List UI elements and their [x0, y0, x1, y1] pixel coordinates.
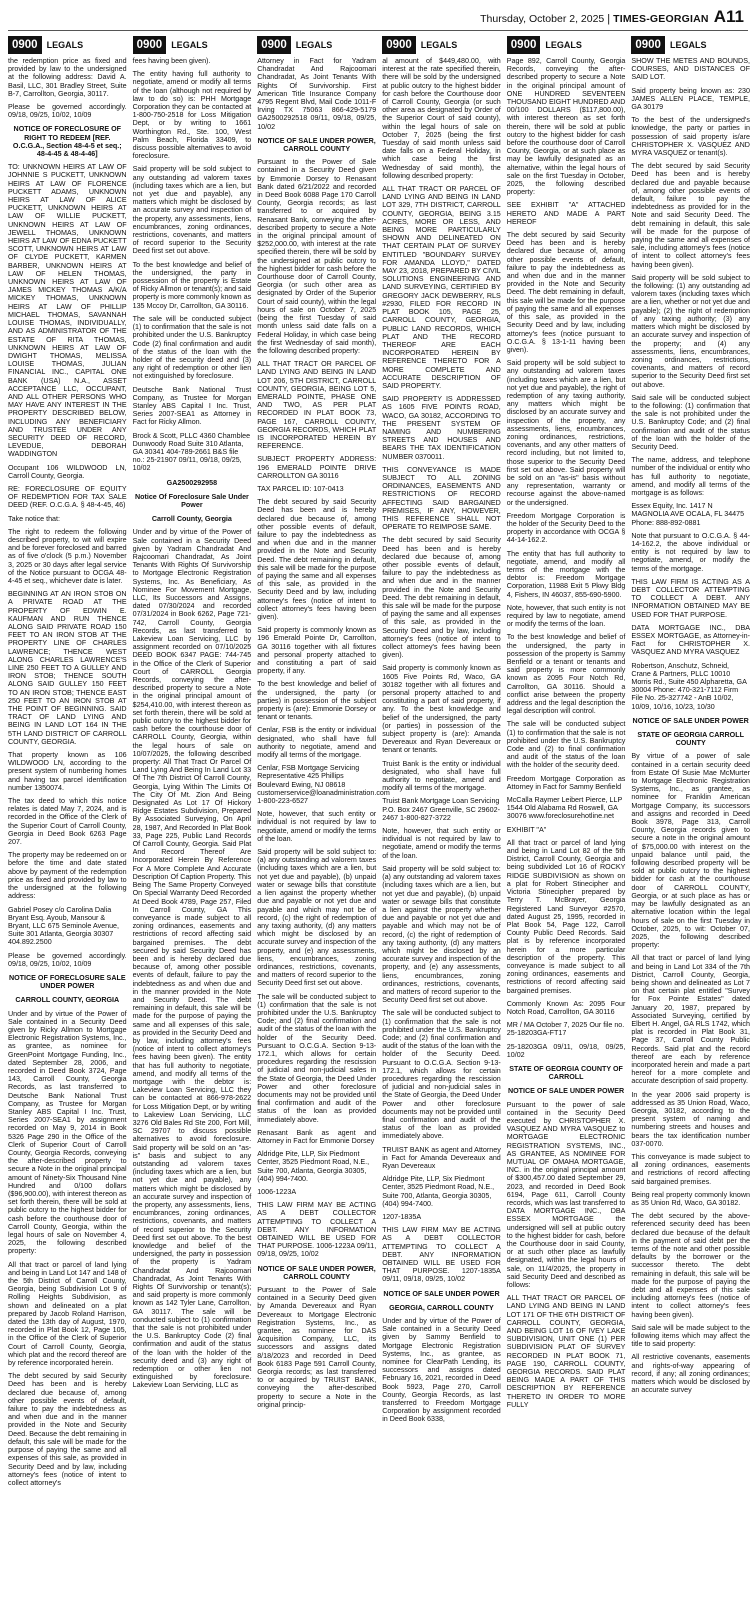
notice-heading: NOTICE OF FORECLOSURE OF RIGHT TO REDEEM [REF. O.C.G.A., Section 48-4-5 et seq.; 48-4-45 & 48-4-46]: [12, 125, 122, 159]
section-code: 0900: [133, 36, 167, 54]
notice-paragraph: Said property is commonly known as 196 Emerald Pointe Dr, Carrollton, GA 30116 together with all fixtures and personal property attached to and constituting a part of said property, if any.: [257, 626, 377, 676]
notice-heading: NOTICE OF SALE UNDER POWER, CARROLL COUNTY: [257, 136, 376, 154]
notice-paragraph: Being real property commonly known as 35 Union Rd, Waco, GA 30182.: [631, 1190, 750, 1207]
notice-heading: GEORGIA, CARROLL COUNTY: [389, 1303, 494, 1312]
notice-paragraph: The debt secured by said Security Deed has been and is hereby declared due because of, among other possible events of default, failure to pay the indebtedness as and when due and in the manner provided in the Note and Security Deed. Because the debt remaining in default, this sale will be made for the purpose of paying the same and all expenses of this sale, as provided in Security Deed and by law, including attorney's fees (notice of intent to collect attorney's: [8, 1372, 127, 1487]
notice-paragraph: Cenlar, FSB Mortgage Servicing Representative 425 Phillips Boulevard Ewing, NJ 08618 customerservice@loanadministration.com 1-800-223-6527: [257, 764, 390, 806]
notice-paragraph: 1207-1835A: [382, 1213, 422, 1222]
notice-paragraph: This conveyance is made subject to all zoning ordinances, easements and restrictions of record affecting said bargained premises.: [631, 1152, 750, 1186]
notice-paragraph: TAX PARCEL ID: 107-0413: [257, 484, 344, 493]
section-code: 0900: [382, 36, 416, 54]
notice-text: [507, 57, 626, 1409]
notice-paragraph: All that tract or parcel of land lying and being in Land Lot 147 and 148 of the 5th District of Carroll County, Georgia, being Subdivision Lot 9 of Rolling Heights Subdivision, as shown and delineated on a plat prepared by Jacob Roland Harrison, dated the 13th day of August, 1970, recorded in Plat Book 12, Page 105, in the Office of the Clerk of Superior Court of Carroll County, Georgia, which plat and the record thereof are by reference incorporated herein.: [8, 1260, 127, 1368]
section-label: LEGALS: [171, 40, 208, 50]
header-rule: [8, 30, 748, 31]
notice-paragraph: The property may be redeemed on or before the time and date stated above by payment of the redemption price as fixed and provided by law to the undersigned at the following address:: [8, 851, 127, 901]
notice-paragraph: Said property is commonly known as 1605 Five Points Rd, Waco, GA 30182 together with all fixtures and personal property attached to and constituting a part of said property, if any. To the best knowledge and belief of the undersigned, the party (or parties) in possession of the subject property is (are): Amanda Devereaux and Ryan Devereaux or tenant or tenants.: [382, 664, 501, 755]
notice-text: [631, 57, 750, 1394]
notice-paragraph: In the year 2006 said property is addressed as 35 Union Road, Waco, Georgia, 30182, according to the present system of naming and numbering streets and houses and bears the tax identification number 037-0070.: [631, 1090, 750, 1148]
notice-heading: NOTICE OF SALE UNDER POWER: [383, 1289, 500, 1298]
notice-paragraph: Said property will be sold subject to any outstanding ad valorem taxes (including taxes which are a lien, but not yet due and payable), any matters which might be disclosed by an accurate survey and inspection of the property, any assessments, liens, encumbrances, zoning ordinances, restrictions, covenants, and matters of record superior to the Security Deed first set out above.: [132, 165, 252, 256]
notice-paragraph: TRUIST BANK as agent and Attorney in Fact for Amanda Devereaux and Ryan Devereaux: [382, 1145, 501, 1170]
notice-heading: Carroll County, Georgia: [151, 515, 232, 524]
notice-paragraph: To the best knowledge and belief of the undersigned, the party in possession of the property is Sammy Benfield or a tenant or tenants and said property is more commonly known as 2095 Four Notch Rd, Carrollton, GA 30116. Should a conflict arise between the property address and the legal description the legal description will control.: [506, 633, 626, 716]
notice-heading: NOTICE OF SALE UNDER POWER: [632, 716, 749, 725]
notice-paragraph: Renasant Bank as agent and Attorney in Fact for Emmonie Dorsey: [257, 1128, 377, 1145]
notice-paragraph: Commonly Known As: 2095 Four Notch Road, Carrollton, GA 30116: [506, 999, 626, 1016]
notice-paragraph: The debt secured by the above-referenced security deed has been declared due because of the default in the payment of said debt per the terms of the note and other possible defaults by the borrower or the successor thereto. The debt remaining in default, this sale will be made for the purpose of paying the debt and all expenses of this sale including attorney's fees (notice of intent to collect attorney's fees having been given).: [631, 1212, 750, 1319]
notice-paragraph: Said sale will be conducted subject to the following: (1) confirmation that the sale is not prohibited under the U.S. Bankruptcy Code; and (2) final confirmation and audit of the status of the loan with the holder of the Security Deed.: [631, 393, 750, 451]
notice-paragraph: Please be governed accordingly. 09/18, 09/25, 10/02, 10/09: [8, 103, 127, 120]
legal-notice-columns: [8, 36, 750, 1589]
notice-paragraph: THIS LAW FIRM MAY BE ACTING AS A DEBT COLLECTOR ATTEMPTING TO COLLECT A DEBT. ANY INFORMATION OBTAINED WILL BE USED FOR THAT PURPOSE. 1207-1835A 09/11, 09/18, 09/25, 10/02: [382, 1226, 501, 1284]
notice-paragraph: The sale will be conducted subject to (1) confirmation that the sale is not prohibited under the U.S. Bankruptcy Code; and (2) final confirmation and audit of the status of the loan with the holder of the Security Deed. Pursuant to O.C.G.A. Section 9-13-172.1, which allows for certain procedures regarding the rescission of judicial and non-judicial sales in the State of Georgia, the Deed Under Power and other foreclosure documents may not be provided until final confirmation and audit of the status of the loan as provided immediately above.: [257, 992, 377, 1124]
notice-paragraph: McCalla Raymer Leibert Pierce, LLP 1544 Old Alabama Rd Roswell, GA 30076 www.foreclosurehotline.net: [506, 796, 623, 821]
section-label: LEGALS: [46, 40, 84, 50]
notice-text: [257, 57, 390, 1409]
column-4: [382, 36, 501, 1589]
notice-paragraph: Note, however, that such entity is not required by law to negotiate, amend or modify the terms of the loan.: [506, 603, 626, 629]
notice-paragraph: That property known as 106 WILDWOOD LN, according to the present system of numbering homes and having tax parcel identification number 1350074.: [8, 751, 127, 792]
notice-text: [382, 57, 501, 1424]
notice-paragraph: The sale will be conducted subject (1) to confirmation that the sale is not prohibited under the U.S. Bankruptcy Code (2) final confirmation and audit of the status of the loan with the holder of the security deed and (3) any right of redemption or other lien not extinguished by foreclosure.: [132, 314, 252, 381]
notice-paragraph: al amount of $449,480.00, with interest at the rate specified therein, there will be sold by the undersigned at public outcry to the highest bidder for cash before the Courthouse door of Carroll County, Georgia (or such other area as designated by Order of the Superior Court of said county), within the legal hours of sale on October 7, 2025 (being the first Tuesday of said month unless said date falls on a Federal Holiday, in which case being the first Wednesday of said month), the following described property:: [382, 57, 501, 180]
notice-paragraph: Said property will be sold subject to: (a) any outstanding ad valorem taxes (including taxes which are a lien, but not yet due and payable), (b) unpaid water or sewage bills that constitute a lien against the property whether due and payable or not yet due and payable and which may not be of record, (c) the right of redemption of any taxing authority, (d) any matters which might be disclosed by an accurate survey and inspection of the property, and (e) any assessments, liens, encumbrances, zoning ordinances, restrictions, covenants, and matters of record superior to the Security Deed first set out above.: [257, 848, 377, 988]
notice-paragraph: Gabriel Posey c/o Carolina Dalia Bryant Esq. Ayoub, Mansour & Bryant, LLC 675 Seminole Avenue, Suite 301 Atlanta, Georgia 30307 404.892.2500: [8, 905, 120, 947]
notice-text: [8, 57, 127, 1487]
notice-paragraph: Brock & Scott, PLLC 4360 Chamblee Dunwoody Road Suite 310 Atlanta, GA 30341 404-789-2661 B&S file no.: 25-21907 09/11, 09/18, 09/25, 10/02: [132, 431, 251, 473]
section-tag: [631, 36, 750, 54]
notice-paragraph: Under and by virtue of the Power of Sale contained in a Security Deed given by Sammy Benfield to Mortgage Electronic Registration Systems, Inc., as grantee, as nominee for ClearPath Lending, its successors and assigns dated February 16, 2021, recorded in Deed Book 5923, Page 270, Carroll County, Georgia Records, as last transferred to Freedom Mortgage Corporation by assignment recorded in Deed Book 6338,: [382, 1317, 501, 1424]
notice-heading: Notice Of Foreclosure Sale Under Power: [134, 492, 249, 509]
notice-paragraph: The sale will be conducted subject (1) to confirmation that the sale is not prohibited under the U.S. Bankruptcy Code and (2) to final confirmation and audit of the status of the loan with the holder of the security deed.: [506, 720, 626, 770]
notice-paragraph: Aldridge Pite, LLP, Six Piedmont Center, 3525 Piedmont Road, N.E., Suite 700, Atlanta, Georgia 30305, (404) 994-7400.: [382, 1175, 495, 1208]
notice-paragraph: TO: UNKNOWN HEIRS AT LAW OF JOHNNIE S PUCKETT, UNKNOWN HEIRS AT LAW OF FLORENCE PUCKETT ADAMS, UNKNOWN HEIRS AT LAW OF ALICE PUCKETT, UNKNOWN HEIRS AT LAW OF WILLIE PUCKETT, UNKNOWN HEIRS AT LAW OF JEWELL THOMAS, UNKNOWN HEIRS AT LAW OF EDNA PUCKETT SCOTT, UNKNOWN HEIRS AT LAW OF CLYDE PUCKETT, KARMEN BARBER, UNKNOWN HEIRS AT LAW OF HELEN THOMAS, UNKNOWN HEIRS AT LAW OF JAMES MICKEY THOMAS A/K/A MICKEY THOMAS, UNKNOWN HEIRS AT LAW OF PHILLIP MICHAEL THOMAS, SAVANNAH LOUISE THOMAS, INDIVIDUALLY, AND AS ADMINISTRATOR OF THE ESTATE OF RITA THOMAS, UNKNOWN HEIRS AT LAW OF DWIGHT THOMAS, MELISSA LOUISE THOMAS, JULIAN FINANCIAL INC., CAPITAL ONE BANK (USA) N.A., ASSET ACCEPTANCE LLC, OCCUPANT, AND ALL OTHER PERSONS WHO MAY HAVE ANY INTEREST IN THE PROPERTY DESCRIBED BELOW, INCLUDING ANY BENEFICIARY AND TRUSTEE UNDER ANY SECURITY DEED OF RECORD, LEVEDUE, DEBORAH WADDINGTON: [8, 163, 127, 459]
section-code: 0900: [507, 36, 541, 54]
notice-paragraph: All restrictive covenants, easements and rights-of-way appearing of record, if any; all zoning ordinances; matters which would be disclosed by an accurate survey: [631, 1353, 750, 1395]
notice-heading: GA2500292958: [166, 478, 218, 487]
notice-paragraph: Take notice that:: [8, 514, 60, 523]
notice-paragraph: Essex Equity, Inc. 1417 N MAGNOLIA AVE OCALA, FL 34475 Phone: 888-892-0881: [631, 502, 745, 527]
column-5: [507, 36, 626, 1589]
notice-paragraph: Freedom Mortgage Corporation as Attorney in Fact for Sammy Benfield: [506, 774, 626, 791]
notice-paragraph: SEE EXHIBIT "A" ATTACHED HERETO AND MADE A PART HEREOF: [506, 201, 626, 226]
notice-paragraph: The debt secured by said Security Deed has been and is hereby declared due and payable because of, among other possible events of default, failure to pay the indebtedness as provided for in the Note and said Security Deed. The debt remaining in default, this sale will be made for the purpose of paying the same and all expenses of sale, including attorney's fees (notice of intent to collect attorney's fees having been given).: [631, 162, 750, 269]
notice-paragraph: The entity that has full authority to negotiate, amend, and modify all terms of the mortgage with the debtor is: Freedom Mortgage Corporation, 11988 Exit 5 Pkwy Bldg 4, Fishers, IN 46037, 855-690-5900.: [506, 549, 626, 599]
section-code: 0900: [8, 36, 42, 54]
notice-heading: NOTICE OF SALE UNDER POWER: [507, 1087, 625, 1096]
notice-paragraph: SUBJECT PROPERTY ADDRESS: 196 EMERALD POINTE DRIVE CARROLLTON GA 30116: [257, 455, 377, 480]
notice-paragraph: To the best knowledge and belief of the undersigned, the party in possession of the property is Estate of Ricky Allmon or tenant(s); and said property is more commonly known as 135 Mccoy Dr, Carrollton, GA 30116.: [132, 260, 252, 310]
column-6: [631, 36, 750, 1589]
section-label: LEGALS: [420, 40, 458, 50]
notice-paragraph: Please be governed accordingly. 09/18, 09/25, 10/02, 10/09: [8, 951, 127, 968]
notice-paragraph: To the best of the undersigned's knowledge, the party or parties in possession of said property is/are CHRISTOPHER X. VASQUEZ AND MYRA VASQUEZ or tenant(s).: [631, 116, 750, 158]
notice-heading: STATE OF GEORGIA CARROLL COUNTY: [637, 731, 744, 748]
notice-paragraph: Pursuant to the Power of Sale contained in a Security Deed given by Amanda Devereaux and Ryan Devereaux to Mortgage Electronic Registration Systems, Inc., as grantee, as nominee for DAS Acquisition Company, LLC, its successors and assigns dated 8/18/2023 and recorded in Deed Book 6183 Page 591 Carroll County, Georgia records; as last transferred to or acquired by TRUIST BANK, conveying the after-described property to secure a Note in the original princip-: [257, 1286, 377, 1409]
notice-heading: STATE OF GEORGIA COUNTY OF CARROLL: [509, 1064, 623, 1082]
folio-separator: |: [607, 13, 611, 25]
notice-paragraph: Aldridge Pite, LLP, Six Piedmont Center, 3525 Piedmont Road, N.E., Suite 700, Atlanta, Georgia 30305, (404) 994-7400.: [257, 1150, 370, 1183]
notice-paragraph: ALL THAT TRACT OR PARCEL OF LAND LYING AND BEING IN LAND LOT 206, 5TH DISTRICT, CARROLL COUNTY, GEORGIA, BEING LOT 5, EMERALD POINTE, PHASE ONE AND TWO, AS PER PLAT RECORDED IN PLAT BOOK 73, PAGE 167, CARROLL COUNTY, GEORGIA RECORDS, WHICH PLAT IS INCORPORATED HEREIN BY REFERENCE.: [257, 360, 377, 451]
notice-paragraph: Said property being known as: 230 JAMES ALLEN PLACE, TEMPLE, GA 30179: [631, 86, 750, 112]
section-label: LEGALS: [545, 40, 582, 50]
notice-paragraph: The right to redeem the following described property, to wit will expire and be forever foreclosed and barred as of five o'clock (5 p.m.) November 3, 2025 or 30 days after legal service of the Notice pursuant to OCGA 48-4-45 et seq., whichever date is later.: [8, 527, 127, 585]
column-2: [133, 36, 252, 1589]
notice-paragraph: Freedom Mortgage Corporation is the holder of the Security Deed to the property in accordance with OCGA § 44-14-162.2.: [506, 511, 626, 545]
notice-paragraph: SAID PROPERTY IS ADDRESSED AS 1605 FIVE POINTS ROAD, WACO, GA 30182, ACCORDING TO THE PRESENT SYSTEM OF NAMING AND NUMBERING STREETS AND HOUSES AND BEARS THE TAX IDENTIFICATION NUMBER 0370011.: [382, 395, 501, 461]
notice-paragraph: Under and by virtue of the Power of Sale contained in a Security Deed given by Ricky Allmon to Mortgage Electronic Registration Systems, Inc., as grantee, as nominee for GreenPoint Mortgage Funding, Inc., dated September 28, 2006, and recorded in Deed Book 3724, Page 143, Carroll County, Georgia Records, as last transferred to Deutsche Bank National Trust Company, as Trustee for Morgan Stanley ABS Capital I Inc. Trust, Series 2007-SEA1 by assignment recorded on May 9, 2014 in Book 5326 Page 290 in the Office of the Clerk of Superior Court of Carroll County, Georgia Records, conveying the after-described property to secure a Note in the original principal amount of Ninety-Six Thousand Nine Hundred and 0/100 dollars ($96,900.00), with interest thereon as set forth therein, there will be sold at public outcry to the highest bidder for cash before the courthouse door of Carroll County, Georgia, within the legal hours of sale on November 4, 2025, the following described property:: [8, 1009, 127, 1256]
notice-paragraph: THIS LAW FIRM IS ACTING AS A DEBT COLLECTOR ATTEMPTING TO COLLECT A DEBT. ANY INFORMATION OBTAINED MAY BE USED FOR THAT PURPOSE.: [631, 577, 750, 619]
notice-paragraph: 1006-1223A: [257, 1188, 297, 1196]
notice-paragraph: The entity having full authority to negotiate, amend or modify all terms of the loan (although not required by law to do so) is: PHH Mortgage Corporation they can be contacted at 1-800-750-2518 for Loss Mitigation Dept, or by writing to 1661 Worthington Rd., Ste. 100, West Palm Beach, Florida 33409, to discuss possible alternatives to avoid foreclosure.: [132, 70, 252, 161]
issue-date: Thursday, October 2, 2025: [480, 13, 605, 25]
section-code: 0900: [631, 36, 665, 54]
notice-paragraph: ALL THAT TRACT OR PARCEL OF LAND LYING AND BEING IN LAND LOT 329, 7TH DISTRICT, CARROLL COUNTY, GEORGIA, BEING 3.15 ACRES, MORE OR LESS, AND BEING MORE PARTICULARLY SHOWN AND DELINEATED ON THAT CERTAIN PLAT OF SURVEY ENTITLED "BOUNDARY SURVEY FOR AMANDA LLOYD," DATED MAY 23, 2018, PREPARED BY CIVIL SOLUTIONS ENGINEERING AND LAND SURVEYING, CERTIFIED BY GREGORY JACK DEWBERRY, RLS #2930, FILED FOR RECORD IN PLAT BOOK 105, PAGE 25, CARROLL COUNTY, GEORGIA, PUBLIC LAND RECORDS, WHICH PLAT AND THE RECORD THEREOF ARE EACH INCORPORATED HEREIN BY REFERENCE THERETO FOR A MORE COMPLETE AND ACCURATE DESCRIPTION OF SAID PROPERTY.: [382, 185, 501, 390]
notice-paragraph: By virtue of a power of sale contained in a certain security deed from Estate Of Susie Mae McMurter to Mortgage Electronic Registration Systems, Inc., as grantee, as nominee for Franklin American Mortgage Company, its successors and assigns and recorded in Deed Book 3978, Page 313, Carroll County, Georgia records given to secure a note in the original amount of $75,000.00 with interest on the unpaid balance until paid, the following described property will be sold at public outcry to the highest bidder for cash at the courthouse door of CARROLL COUNTY, Georgia, or at such place as has or may be lawfully designated as an alternative location within the legal hours of sale on the first Tuesday in October, 2025, to wit: October 07, 2025, the following described property:: [631, 752, 750, 950]
notice-paragraph: DATA MORTGAGE INC., DBA ESSEX MORTGAGE, as Attorney-in-Fact for CHRISTOPHER X. VASQUEZ AND MYRA VASQUEZ: [631, 623, 750, 657]
notice-paragraph: Said property will be sold subject to: (a) any outstanding ad valorem taxes (including taxes which are a lien, but not yet due and payable), (b) unpaid water or sewage bills that constitute a lien against the property whether due and payable or not yet due and payable and which may not be of record, (c) the right of redemption of any taxing authority, (d) any matters which might be disclosed by an accurate survey and inspection of the property, and (e) any assessments, liens, encumbrances, zoning ordinances, restrictions, covenants, and matters of record superior to the Security Deed first set out above.: [382, 864, 501, 1005]
notice-paragraph: Robertson, Anschutz, Schneid, Crane & Partners, PLLC 10010 Morris Rd., Suite 450 Alpharetta, GA 30004 Phone: 470-321-7112 Firm File No. 25-327742 - AnB 10/02, 10/09, 10/16, 10/23, 10/30: [631, 661, 747, 711]
notice-paragraph: The debt secured by said Security Deed has been and is hereby declared due because of, among other possible events of default, failure to pay the indebtedness as and when due and in the manner provided in the Note and Security Deed. The debt remaining in default, this sale will be made for the purpose of paying the same and all expenses of this sale, as provided in the Security Deed and by law, including attorney's fees (notice pursuant to O.C.G.A. § 13-1-11 having been given).: [506, 231, 626, 354]
notice-paragraph: Pursuant to the power of sale contained in the Security Deed executed by CHRISTOPHER X. VASQUEZ AND MYRA VASQUEZ to MORTGAGE ELECTRONIC REGISTRATION SYSTEMS, INC., AS GRANTEE, AS NOMINEE FOR MUTUAL OF OMAHA MORTGAGE, INC. in the original principal amount of $300,457.00 dated September 29, 2023, and recorded in Deed Book 6194, Page 611, Carroll County records, which was last transferred to DATA MORTGAGE INC., DBA ESSEX MORTGAGE the undersigned will sell at public outcry to the highest bidder for cash, before the Courthouse door in said County, or at such other place as lawfully designated, within the legal hours of sale, on 11/4/2025, the property in said Security Deed and described as follows:: [506, 1100, 626, 1290]
section-tag: [382, 36, 501, 54]
folio: [480, 7, 744, 27]
notice-paragraph: The sale will be conducted subject to (1) confirmation that the sale is not prohibited under the U.S. Bankruptcy Code; and (2) final confirmation and audit of the status of the loan with the holder of the Security Deed. Pursuant to O.C.G.A. Section 9-13-172.1, which allows for certain procedures regarding the rescission of judicial and non-judicial sales in the State of Georgia, the Deed Under Power and other foreclosure documents may not be provided until final confirmation and audit of the status of the loan as provided immediately above.: [382, 1009, 501, 1141]
notice-paragraph: Page 892, Carroll County, Georgia Records, conveying the after-described property to secure a Note in the original principal amount of ONE HUNDRED SEVENTEEN THOUSAND EIGHT HUNDRED AND 00/100 DOLLARS ($117,800.00), with interest thereon as set forth therein, there will be sold at public outcry to the highest bidder for cash before the courthouse door of Carroll County, Georgia, or at such place as may be lawfully designated as an alternative, within the legal hours of sale on the first Tuesday in October, 2025, the following described property:: [506, 57, 626, 197]
notice-paragraph: Note that pursuant to O.C.G.A. § 44-14-162.2, the above individual or entity is not required by law to negotiate, amend, or modify the terms of the mortgage.: [631, 531, 750, 573]
notice-paragraph: All that tract or parcel of land lying and being in Land Lot 334 of the 7th District, Carroll County, Georgia, being shown and delineated as Lot 7 on that certain plat entitled "Survey for Fox Pointe Estates" dated January 20, 1987, prepared by Associated Surveying, certified by Elbert H. Angel, GA RLS 1742, which plat is recorded in Plat Book 31, Page 37, Carroll County Public Records. Said plat and the record thereof are each by reference incorporated herein and made a part hereof for a more complete and accurate description of said property.: [631, 954, 750, 1086]
notice-paragraph: Said property will be sold subject to the following: (1) any outstanding ad valorem taxes (including taxes which are a lien, whether or not yet due and payable); (2) the right of redemption of any taxing authority; (3) any matters which might be disclosed by an accurate survey and inspection of the property; and (4) any assessments, liens, encumbrances, zoning ordinances, restrictions, covenants, and matters of record superior to the Security Deed first set out above.: [631, 273, 750, 389]
notice-paragraph: Said sale will be made subject to the following items which may affect the title to said property:: [631, 1323, 750, 1349]
notice-paragraph: THIS LAW FIRM MAY BE ACTING AS A DEBT COLLECTOR ATTEMPTING TO COLLECT A DEBT. ANY INFORMATION OBTAINED WILL BE USED FOR THAT PURPOSE. 1006-1223A 09/11, 09/18, 09/25, 10/02: [257, 1201, 377, 1259]
notice-paragraph: The debt secured by said Security Deed has been and is hereby declared due because of, among other possible events of default, failure to pay the indebtedness as and when due and in the manner provided in the Note and Security Deed. The debt remaining in default, this sale will be made for the purpose of paying the same and all expenses of this sale, as provided in the Security Deed and by law, including attorney's fees (notice of intent to collect attorney's fees having been given).: [257, 498, 377, 621]
notice-paragraph: the redemption price as fixed and provided by law to the undersigned at the following address: David A. Basil, LLC, 301 Bradley Street, Suite B-7, Carrollton, Georgia, 30117.: [8, 57, 127, 98]
newspaper-name: TIMES-GEORGIAN: [613, 13, 709, 25]
page-number: A11: [713, 7, 744, 26]
section-code: 0900: [257, 36, 291, 54]
section-tag: [8, 36, 127, 54]
notice-paragraph: MR / MA October 7, 2025 Our file no. 25-18203GA-FT17: [506, 1021, 625, 1038]
notice-paragraph: Said property will be sold subject to any outstanding ad valorem taxes (including taxes which are a lien, but not yet due and payable), the right of redemption of any taxing authority, any matters which might be disclosed by an accurate survey and inspection of the property, any assessments, liens, encumbrances, zoning ordinances, restrictions, covenants, and any other matters of record including, but not limited to, those superior to the Security Deed first set out above. Said property will be sold on an "as-is" basis without any representation, warranty or recourse against the above-named or the undersigned.: [506, 359, 626, 507]
notice-paragraph: RE: FORECLOSURE OF EQUITY OF REDEMPTION FOR TAX SALE DEED (REF. O.C.G.A. § 48-4-45, 46): [8, 484, 127, 510]
column-1: [8, 36, 127, 1589]
notice-paragraph: Pursuant to the Power of Sale contained in a Security Deed given by Emmonie Dorsey to Renasant Bank dated 6/21/2022 and recorded in Deed Book 6088 Page 170 Carroll County, Georgia records; as last transferred to or acquired by Renasant Bank, conveying the after-described property to secure a Note in the original principal amount of $252,000.00, with interest at the rate specified therein, there will be sold by the undersigned at public outcry to the highest bidder for cash before the Courthouse door of Carroll County, Georgia (or such other area as designated by Order of the Superior Court of said county), within the legal hours of sale on October 7, 2025 (being the first Tuesday of said month unless said date falls on a Federal Holiday, in which case being the first Wednesday of said month), the following described property:: [257, 158, 377, 355]
notice-paragraph: ALL THAT TRACT OR PARCEL OF LAND LYING AND BEING IN LAND LOT 171 OF THE 6TH DISTRICT OF CARROLL COUNTY, GEORGIA, AND BEING LOT 16 OF IVEY LAKE SUBDIVISION, UNIT ONE (1) PER SUBDIVISION PLAT OF SURVEY RECORDED IN PLAT BOOK 71, PAGE 190, CARROLL COUNTY, GEORGIA RECORDS. SAID PLAT BEING MADE A PART OF THIS DESCRIPTION BY REFERENCE THERETO IN ORDER TO MORE FULLY: [506, 1294, 626, 1409]
notice-paragraph: Truist Bank Mortgage Loan Servicing P.O. Box 2467 Greenville, SC 29602-2467 1-800-827-3722: [382, 797, 500, 822]
notice-paragraph: SHOW THE METES AND BOUNDS, COURSES, AND DISTANCES OF SAID LOT.: [631, 57, 750, 82]
notice-paragraph: Occupant 106 WILDWOOD LN, Carroll County, Georgia.: [8, 463, 127, 480]
notice-paragraph: Note, however, that such entity or individual is not required by law to negotiate, amend or modify the terms of the loan.: [257, 810, 377, 843]
section-label: LEGALS: [669, 40, 707, 50]
notice-paragraph: All that tract or parcel of land lying and being in Land Lot 82 of the 5th District, Carroll County, Georgia and being subdivided Lot 16 of ROCKY RIDGE SUBDIVISION as shown on a plat for Robert Stinecipher and Victoria Stinecipher prepared by Terry T. McBrayer, Georgia Registered Land Surveyor #2570, dated August 25, 1995, recorded in Plat Book 54, Page 122, Carroll County Public Deed Records. Said plat is by reference incorporated herein for a more particular description of the property. This conveyance is made subject to all zoning ordinances, easements and restrictions of record affecting said bargained premises.: [506, 838, 626, 995]
section-tag: [257, 36, 376, 54]
section-label: LEGALS: [295, 40, 333, 50]
notice-paragraph: EXHIBIT "A": [506, 825, 547, 834]
notice-heading: NOTICE OF FORECLOSURE SALE UNDER POWER: [8, 973, 126, 991]
notice-paragraph: The tax deed to which this notice relates is dated May 7, 2024, and is recorded in the Office of the Clerk of the Superior Court of Carroll County, Georgia in Deed Book 6263 Page 207.: [8, 797, 127, 847]
notice-paragraph: Deutsche Bank National Trust Company, as Trustee for Morgan Stanley ABS Capital I Inc. Trust, Series 2007-SEA1 as Attorney in Fact for Ricky Allmon.: [132, 385, 252, 427]
notice-heading: NOTICE OF SALE UNDER POWER, CARROLL COUNTY: [257, 1264, 376, 1281]
notice-paragraph: Cenlar, FSB is the entity or individual designated, who shall have full authority to negotiate, amend and modify all terms of the mortgage.: [257, 726, 377, 760]
page-header: [0, 0, 756, 30]
notice-paragraph: The debt secured by said Security Deed has been and is hereby declared due because of, among other possible events of default, failure to pay the indebtedness as and when due and in the manner provided in the Note and Security Deed. The debt remaining in default, this sale will be made for the purpose of paying the same and all expenses of this sale, as provided in the Security Deed and by law, including attorney's fees (notice of intent to collect attorney's fees having been given).: [382, 536, 501, 660]
section-tag: [133, 36, 252, 54]
notice-paragraph: 25-18203GA 09/11, 09/18, 09/25, 10/02: [506, 1042, 626, 1059]
notice-paragraph: To the best knowledge and belief of the undersigned, the party (or parties) in possession of the subject property is (are): Emmonie Dorsey or tenant or tenants.: [257, 680, 377, 722]
section-tag: [507, 36, 626, 54]
notice-paragraph: BEGINNING AT AN IRON STOB ON A PRIVATE ROAD AT THE PROPERTY OF EDWIN E. KAUFMAN AND RUN THENCE ALONG SAID PRIVATE ROAD 150 FEET TO AN IRON STOB AT THE PROPERTY LINE OF CHARLES LAWRENCE; THENCE WEST ALONG CHARLES LAWRENCE'S LINE 250 FEET TO A GULLEY AND IRON STOB; THENCE SOUTH ALONG SAID GULLEY 150 FEET TO AN IRON STOB; THENCE EAST 250 FEET TO AN IRON STOB AT THE POINT OF BEGINNING. SAID TRACT OF LAND LYING AND BEING IN LAND LOT 164 IN THE 5TH LAND DISTRICT OF CARROLL COUNTY, GEORGIA.: [8, 590, 127, 746]
notice-heading: CARROLL COUNTY, GEORGIA: [15, 996, 120, 1005]
column-3: [257, 36, 390, 1589]
notice-paragraph: Under and by virtue of the Power of Sale contained in a Security Deed given by Yadram Chandradat And Rajcoomari Chandradat, As Joint Tenants With Rights Of Survivorship to Mortgage Electronic Registration Systems, Inc. As Beneficiary, As Nominee For Movement Mortgage, LLC, Its Successors and Assigns, dated 07/30/2024 and recorded 07/31/2024 in Book 6262, Page 721-742, Carroll County, Georgia Records, as last transferred to Lakeview Loan Servicing, LLC by assignment recorded on 07/10/2025 DEED BOOK 6347 PAGE: 744-745 in the Office of the Clerk of Superior Court of CARROLL Georgia Records, conveying the after-described property to secure a Note in the original principal amount of $254,410.00, with interest thereon as set forth therein, there will be sold at public outcry to the highest bidder for cash before the courthouse door of CARROLL County, Georgia, within the legal hours of sale on 10/07/2025, the following described property: All That Tract Or Parcel Of Land Lying And Being In Land Lot 33 Of The 7th District Of Carroll County, Georgia, Lying Within The Limits Of The City Of Mt. Zion And Being Designated As Lot 17 Of Hickory Ridge Estates Subdivision, Prepared By Associated Surveying, On April 28, 1987, And Recorded In Plat Book 33, Page 225, Public Land Records Of Carroll County, Georgia. Said Plat And Record Thereof Are Incorporated Herein By Reference For A More Complete And Accurate Description Of Caption Property. This Being The Same Property Conveyed On Special Warranty Deed Recorded At Deed Book 4789, Page 257, Filed In Carroll County, GA This conveyance is made subject to all zoning ordinances, easements and restrictions of record affecting said bargained premises. The debt secured by said Security Deed has been and is hereby declared due because of, among other possible events of default, failure to pay the indebtedness as and when due and in the manner provided in the Note and Security Deed. The debt remaining in default, this sale will be made for the purpose of paying the same and all expenses of this sale, as provided in the Security Deed and by law, including attorney's fees (notice of intent to collect attorney's fees having been given). The entity that has full authority to negotiate, amend, and modify all terms of the mortgage with the debtor is: Lakeview Loan Servicing, LLC they can be contacted at 866-978-2622 for Loss Mitigation Dept, or by writing to Lakeview Loan Servicing, LLC 3276 Old Bales Rd Ste 200, Fort Mill, SC 29707 to discuss possible alternatives to avoid foreclosure. Said property will be sold on an "as-is" basis and subject to any outstanding ad valorem taxes (including taxes which are a lien, but not yet due and payable), any matters which might be disclosed by an accurate survey and inspection of the property, any assessments, liens, encumbrances, zoning ordinances, restrictions, covenants, and matters of record superior to the Security Deed first set out above. To the best knowledge and belief of the undersigned, the party in possession of the property is Yadram Chandradat And Rajcoomari Chandradat, As Joint Tenants With Rights Of Survivorship or tenant(s); and said property is more commonly known as 142 Tyler Lane, Carrollton, GA 30117. The sale will be conducted subject to (1) confirmation that the sale is not prohibited under the U.S. Bankruptcy Code (2) final confirmation and audit of the status of the loan with the holder of the security deed and (3) any right of redemption or other lien not extinguished by foreclosure. Lakeview Loan Servicing, LLC as: [132, 528, 252, 1390]
notice-paragraph: The name, address, and telephone number of the individual or entity who has full authority to negotiate, amend, and modify all terms of the mortgage is as follows:: [631, 456, 750, 497]
notice-text: [133, 57, 252, 1390]
notice-paragraph: fees having been given).: [132, 57, 211, 65]
notice-paragraph: Note, however, that such entity or individual is not required by law to negotiate, amend or modify the terms of the loan.: [382, 827, 501, 860]
notice-paragraph: Attorney in Fact for Yadram Chandradat And Rajcoomari Chandradat, As Joint Tenants With Rights Of Survivorship. First American Title Insurance Company 4795 Regent Blvd, Mail Code 1011-F Irving TX 75063 866-429-5179 GA2500292518 09/11, 09/18, 09/25, 10/02: [257, 57, 377, 131]
notice-paragraph: THIS CONVEYANCE IS MADE SUBJECT TO ALL ZONING ORDINANCES, EASEMENTS AND RESTRICTIONS OF RECORD AFFECTING SAID BARGAINED PREMISES, IF ANY, HOWEVER, THIS REFERENCE SHALL NOT OPERATE TO REIMPOSE SAME.: [382, 465, 501, 532]
notice-paragraph: Truist Bank is the entity or individual designated, who shall have full authority to negotiate, amend and modify all terms of the mortgage.: [382, 759, 501, 793]
